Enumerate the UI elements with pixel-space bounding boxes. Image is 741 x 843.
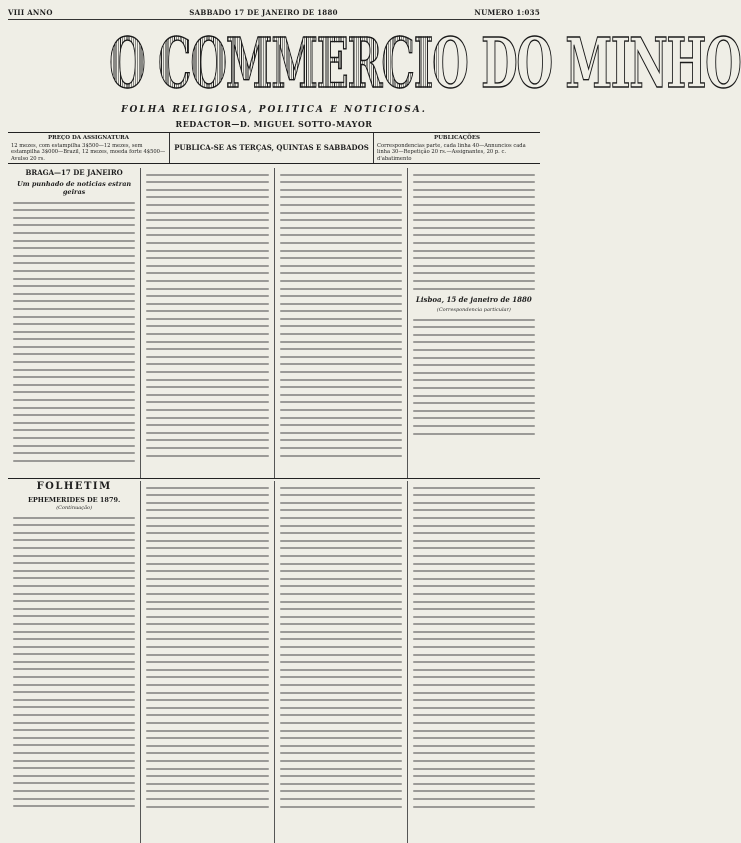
folhetim-column-3-text <box>280 487 402 808</box>
subscription-text: 12 mezes, com estampilha 3$500—12 mezes, sem estampilha 3$000—Brazil, 12 mezes, moeda forte 4$500—Avulso 20 rs. <box>11 142 166 162</box>
column-1 <box>8 168 141 478</box>
column-1-text <box>13 202 135 462</box>
year-label: VIII ANNO <box>8 8 53 17</box>
ephemerides-heading: EPHEMERIDES DE 1879. <box>27 496 121 504</box>
folhetim-section <box>8 481 540 843</box>
info-bar <box>8 133 540 164</box>
newspaper-page <box>8 8 741 794</box>
folhetim-column-2 <box>141 481 274 843</box>
subscription-box <box>8 133 170 163</box>
publications-box <box>374 133 540 163</box>
folhetim-column-1 <box>8 481 141 843</box>
folhetim-column-4 <box>408 481 540 843</box>
subscription-heading: PREÇO DA ASSIGNATURA <box>47 135 129 141</box>
folhetim-column-1-text <box>13 517 135 808</box>
column-4-text-bottom <box>413 319 535 435</box>
masthead-subtitle: FOLHA RELIGIOSA, POLITICA E NOTICIOSA. <box>121 105 427 115</box>
column-4 <box>408 168 540 478</box>
folhetim-column-3 <box>275 481 408 843</box>
continuation-note: (Continuação) <box>56 505 93 511</box>
publications-heading: PUBLICAÇÕES <box>434 135 480 141</box>
column-2 <box>141 168 274 478</box>
lisboa-heading: Lisboa, 15 de janeiro de 1880 <box>415 295 532 305</box>
column-2-text <box>146 174 268 457</box>
column-3 <box>275 168 408 478</box>
folhetim-column-4-text <box>413 487 535 808</box>
lisboa-subheading: (Correspondencia particular) <box>436 307 511 314</box>
dateline: BRAGA—17 DE JANEIRO <box>25 168 123 177</box>
issue-number: NUMERO 1:035 <box>474 8 540 17</box>
top-line <box>8 8 540 20</box>
publications-text: Correspondencias parte, cada linha 40—Annuncios cada linha 30—Repetição 20 rs.—Assignantes, 20 p. c. d'abatimento <box>377 142 526 162</box>
article-columns <box>8 168 540 479</box>
column-3-text <box>280 174 402 457</box>
schedule-text: PUBLICA-SE AS TERÇAS, QUINTAS E SABBADOS <box>174 142 369 152</box>
redactor-line: REDACTOR—D. MIGUEL SOTTO-MAYOR <box>8 119 540 133</box>
article-headline: Um punhado de noticias estran geiras <box>17 180 132 196</box>
folhetim-column-2-text <box>146 487 268 808</box>
folhetim-title: FOLHETIM <box>36 481 112 492</box>
column-4-text-top <box>413 174 535 290</box>
schedule-box <box>170 133 374 163</box>
masthead-title: O COMMERCIO DO MINHO <box>109 24 741 104</box>
issue-date: SABBADO 17 DE JANEIRO DE 1880 <box>189 8 338 17</box>
